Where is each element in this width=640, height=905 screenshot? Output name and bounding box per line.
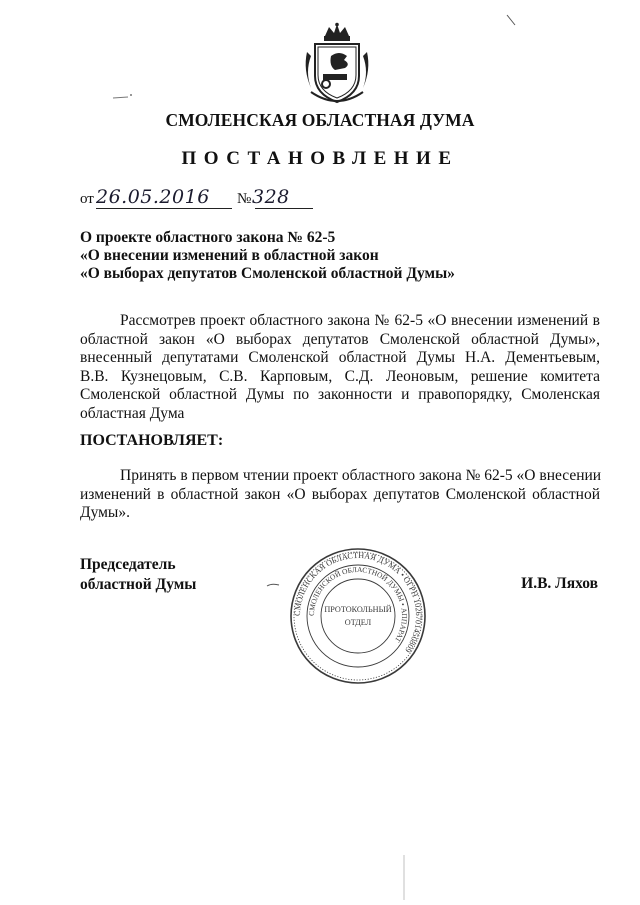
- decision-paragraph: [80, 467, 600, 523]
- date-underline: [96, 208, 232, 209]
- scan-mark: [506, 14, 516, 26]
- subject-line: «О выборах депутатов Смоленской областной Думы»: [80, 265, 455, 282]
- date-prefix: от: [80, 191, 94, 207]
- signer-position-line: Председатель: [80, 556, 176, 573]
- decision-line: Принять в первом чтении проект областного закона № 62-5 «О внесении: [120, 467, 602, 484]
- seal-outer-ring-text: СМОЛЕНСКАЯ ОБЛАСТНАЯ ДУМА • ОГРН 1026701450809: [292, 550, 424, 655]
- preamble-paragraph: [80, 312, 600, 424]
- preamble-line: Рассмотрев проект областного закона № 62-5 «О внесении изменений в: [120, 312, 600, 329]
- official-seal-stamp: [288, 546, 428, 686]
- signature-mark: [266, 582, 280, 588]
- subject-block: [80, 229, 600, 283]
- registration-line: [80, 186, 380, 212]
- seal-center-line: ОТДЕЛ: [344, 618, 372, 627]
- scan-mark: [112, 92, 134, 100]
- preamble-line: В.В. Кузнецовым, С.В. Карповым, С.Д. Леоновым, решение комитета: [80, 367, 600, 385]
- preamble-line: Смоленской областной Думы по законности и правопорядку, Смоленская: [80, 386, 600, 404]
- document-type-heading: ПОСТАНОВЛЕНИЕ: [181, 148, 459, 169]
- preamble-line: областная Дума: [80, 404, 185, 422]
- preamble-line: областной закон «О выборах депутатов Смоленской областной Думы»,: [80, 330, 600, 348]
- scan-mark: [402, 855, 406, 900]
- subject-line: «О внесении изменений в областной закон: [80, 247, 379, 264]
- signer-position: [80, 555, 196, 594]
- number-prefix: №: [237, 191, 252, 207]
- number-underline: [255, 208, 313, 209]
- decree-heading: ПОСТАНОВЛЯЕТ:: [80, 432, 224, 449]
- signer-position-line: областной Думы: [80, 575, 197, 593]
- preamble-line: внесенный депутатами Смоленской областной Думы Н.А. Дементьевым,: [80, 349, 600, 367]
- organization-title: СМОЛЕНСКАЯ ОБЛАСТНАЯ ДУМА: [165, 110, 475, 130]
- coat-of-arms-emblem: [301, 22, 373, 108]
- subject-line: О проекте областного закона № 62-5: [80, 229, 336, 246]
- seal-center-line: ПРОТОКОЛЬНЫЙ: [324, 605, 392, 614]
- decision-line: изменений в областной закон «О выборах депутатов Смоленской областной: [80, 485, 600, 503]
- signer-name: И.В. Ляхов: [521, 575, 598, 592]
- seal-inner-ring-text: СМОЛЕНСКОЙ ОБЛАСТНОЙ ДУМЫ • АППАРАТ: [306, 564, 410, 644]
- decision-line: Думы».: [80, 504, 130, 522]
- handwritten-date: 26.05.2016: [96, 186, 210, 208]
- handwritten-number: 328: [252, 186, 290, 208]
